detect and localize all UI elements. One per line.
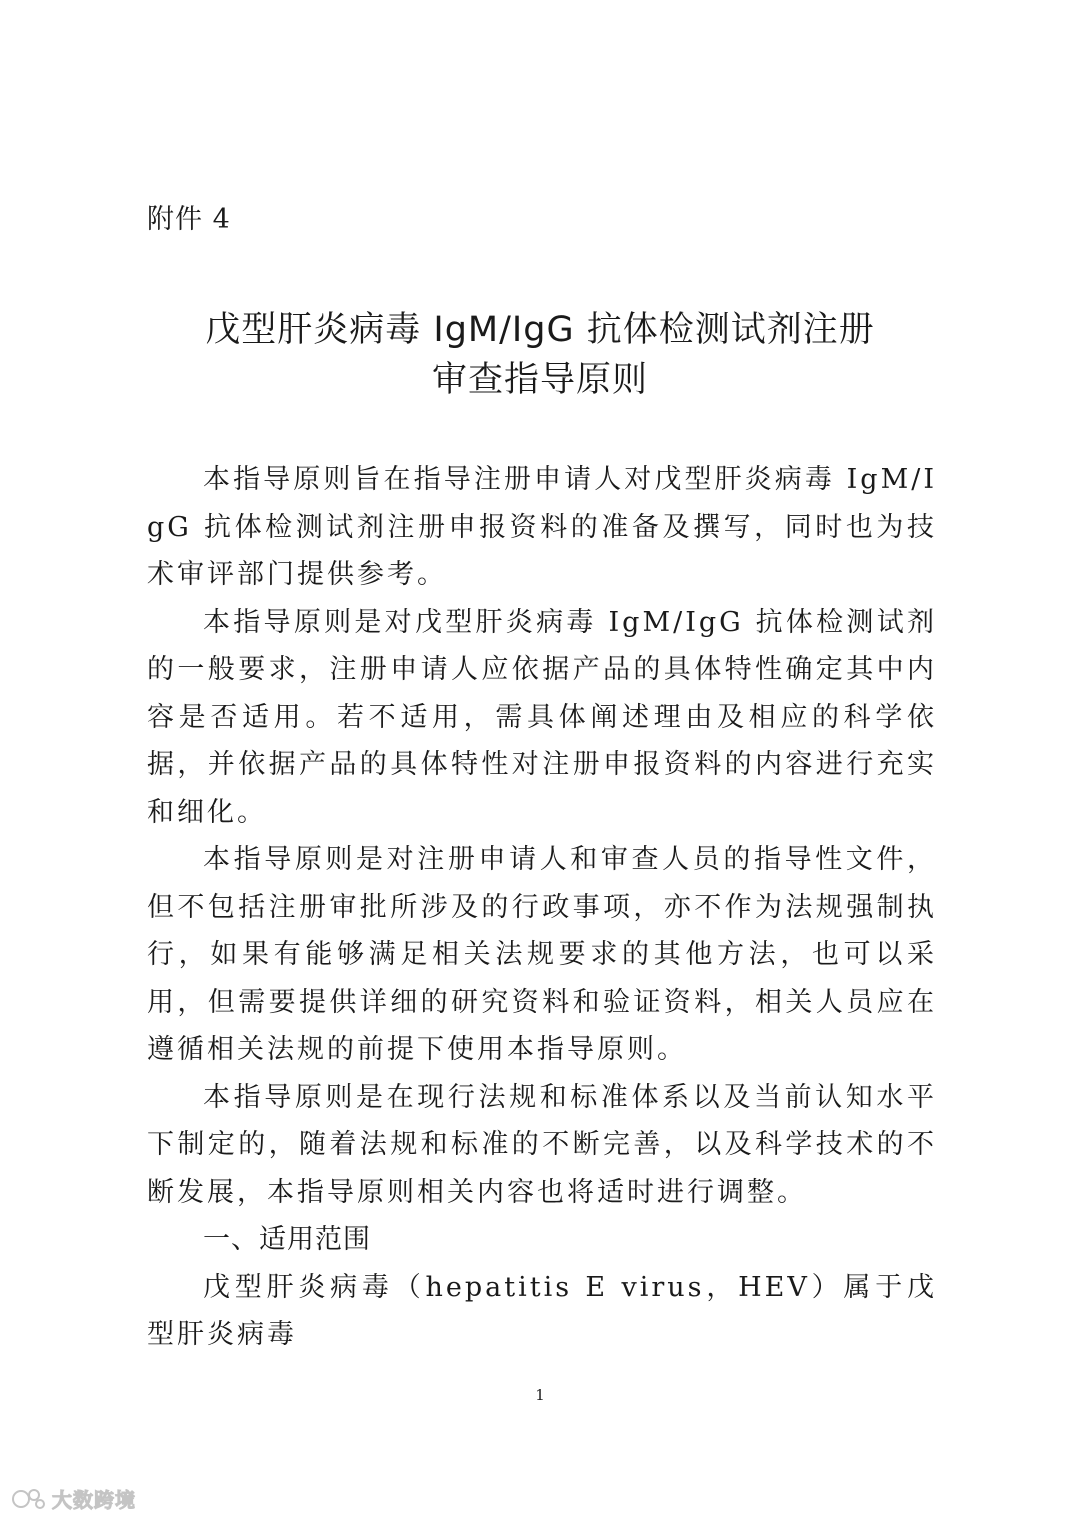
watermark: [12, 1484, 136, 1513]
watermark-text: 大数跨境: [52, 1488, 136, 1512]
section-heading-scope: 一、适用范围: [203, 1224, 371, 1255]
document-title-line-2: 审查指导原则: [431, 360, 648, 400]
paragraph-scope: 戊型肝炎病毒（hepatitis E virus，HEV）属于戊型肝炎病毒: [147, 1271, 937, 1350]
paragraph-revision: 本指导原则是在现行法规和标准体系以及当前认知水平下制定的，随着法规和标准的不断完善，以及科学技术的不断发展，本指导原则相关内容也将适时进行调整。: [147, 1081, 937, 1208]
logo-icon: [12, 1486, 46, 1512]
attachment-label: 附件 4: [147, 204, 231, 235]
document-body: [147, 456, 937, 1359]
paragraph-general-requirements: 本指导原则是对戊型肝炎病毒 IgM/IgG 抗体检测试剂的一般要求，注册申请人应依据产品的具体特性确定其中内容是否适用。若不适用，需具体阐述理由及相应的科学依据，并依据产品的具体特性对注册申报资料的内容进行充实和细化。: [147, 606, 937, 828]
page-number: 1: [535, 1386, 545, 1404]
paragraph-purpose: 本指导原则旨在指导注册申请人对戊型肝炎病毒 IgM/IgG 抗体检测试剂注册申报资料的准备及撰写，同时也为技术审评部门提供参考。: [147, 464, 937, 590]
paragraph-guidance-nature: 本指导原则是对注册申请人和审查人员的指导性文件，但不包括注册审批所涉及的行政事项，亦不作为法规强制执行，如果有能够满足相关法规要求的其他方法，也可以采用，但需要提供详细的研究资料和验证资料，相关人员应在遵循相关法规的前提下使用本指导原则。: [147, 844, 937, 1065]
document-title-line-1: 戊型肝炎病毒 IgM/IgG 抗体检测试剂注册: [205, 310, 875, 350]
